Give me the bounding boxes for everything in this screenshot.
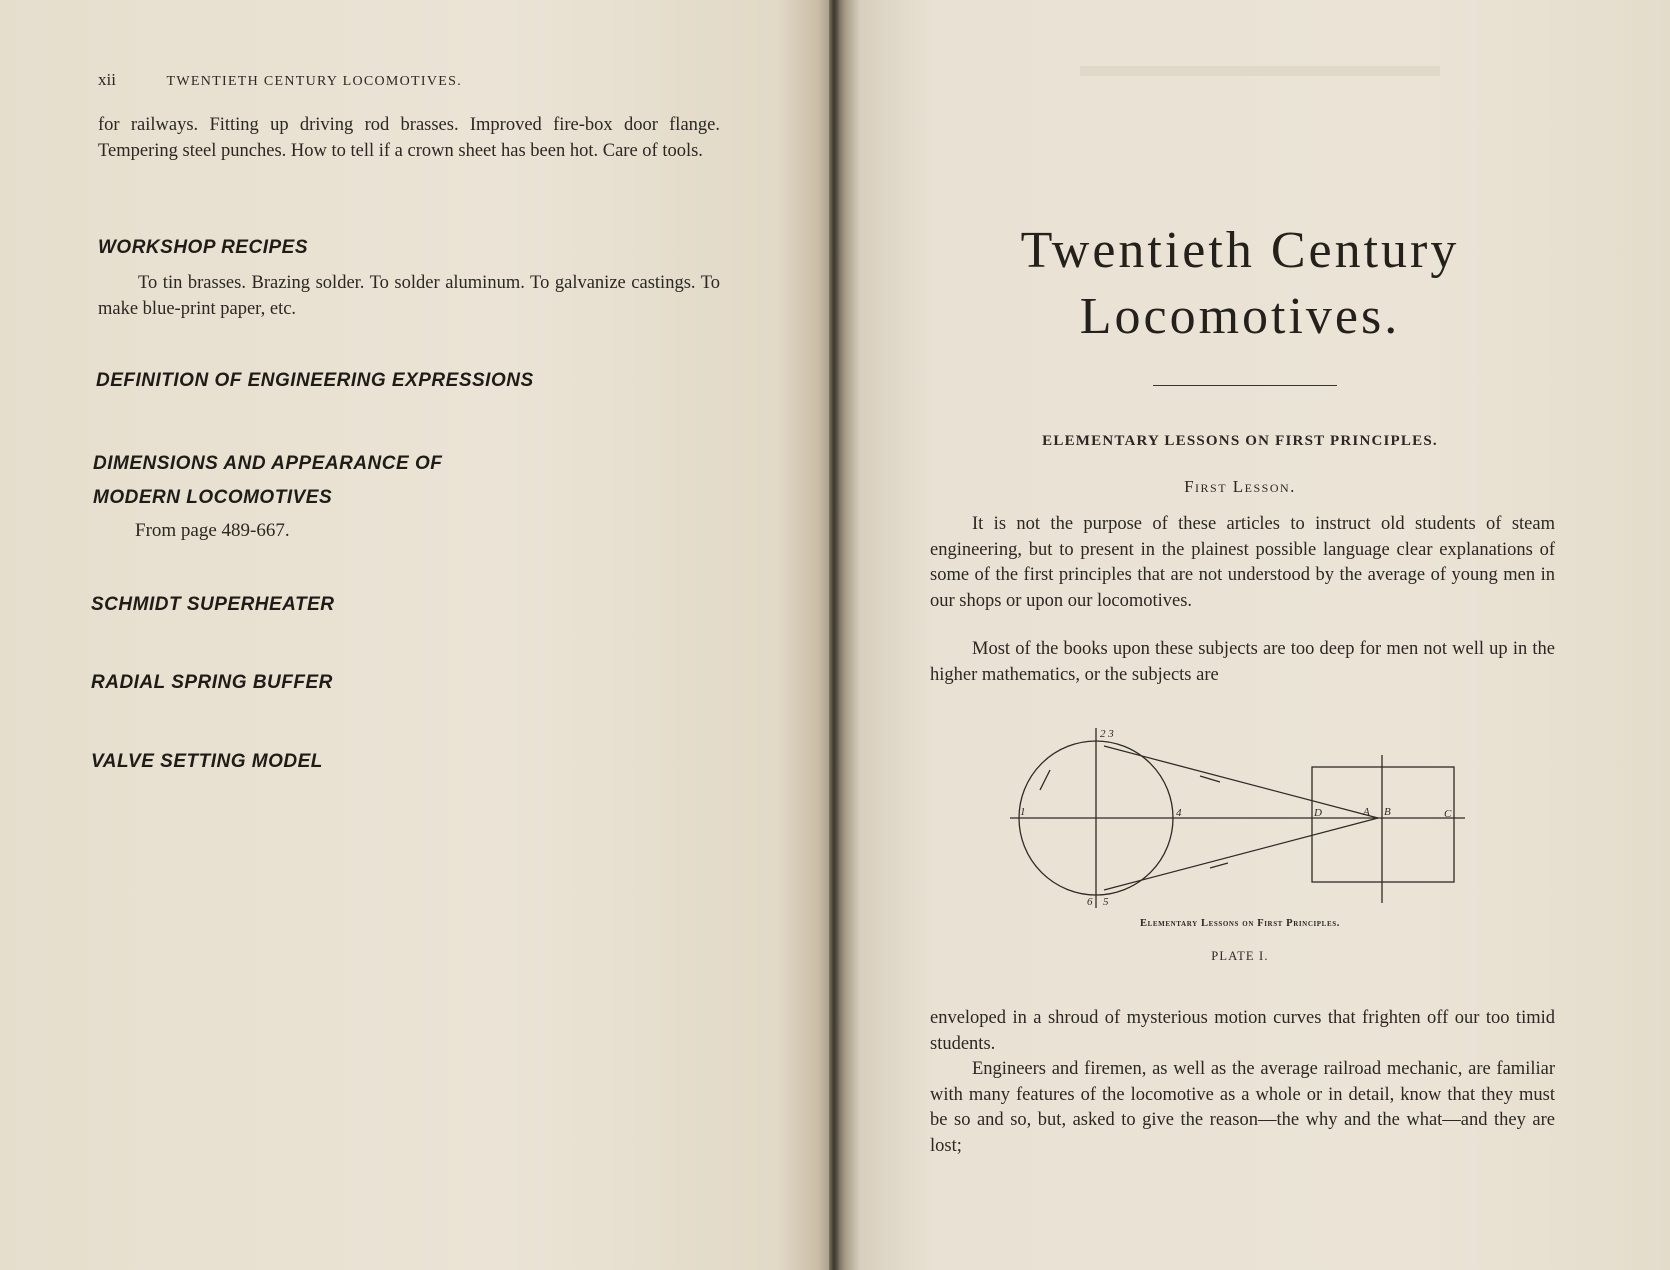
heading-radial-spring-buffer: RADIAL SPRING BUFFER [91,672,333,693]
paragraph-1: It is not the purpose of these articles to instruct old students of steam engineering, but to present in the plainest possible language clear explanations of some of the first principles that are not understood by the average of young men in our shops or upon our locomotives. [930,514,1555,611]
label-5: 5 [1103,896,1109,908]
lesson-heading: First Lesson. [1184,477,1296,496]
heading-definition: DEFINITION OF ENGINEERING EXPRESSIONS [96,370,534,391]
subtitle: ELEMENTARY LESSONS ON FIRST PRINCIPLES. [1042,433,1438,449]
label-6: 6 [1087,896,1093,908]
motion-arrow-lower [1210,863,1228,868]
heading-schmidt-superheater: SCHMIDT SUPERHEATER [91,594,335,615]
crosshead-box [1312,767,1454,882]
label-1: 1 [1020,806,1026,818]
label-c: C [1444,808,1452,820]
paragraph-2: Most of the books upon these subjects are too deep for men not well up in the higher mathematics, or the subjects are [930,639,1555,685]
heading-valve-setting-model: VALVE SETTING MODEL [91,751,323,772]
heading-workshop-recipes: WORKSHOP RECIPES [98,237,308,258]
page-number: xii [98,70,116,89]
motion-arrow-upper [1200,776,1220,782]
running-head [98,70,698,90]
label-b: B [1384,806,1391,818]
running-head-title: TWENTIETH CENTURY LOCOMOTIVES. [166,74,463,89]
rotation-arrow [1040,770,1050,790]
title-rule [1153,385,1337,386]
paragraph-4: Engineers and firemen, as well as the average railroad mechanic, are familiar with many features of the locomotive as a whole or in detail, know that they must be so and so, but, asked to give the reason—the why and the what—and they are lost; [930,1059,1555,1156]
plate-diagram [1010,725,1470,915]
bleed-through-shade [1080,66,1440,76]
title-line1: Twentieth Century [1020,222,1460,279]
title-line2: Locomotives. [1079,288,1401,345]
label-d: D [1314,807,1322,819]
intro-paragraph: for railways. Fitting up driving rod brasses. Improved fire-box door flange. Tempering steel punches. How to tell if a crown sheet has been hot. Care of tools. [98,115,720,161]
connecting-rod-lower [1104,818,1378,890]
paragraph-3: enveloped in a shroud of mysterious motion curves that frighten off our too timid students. [930,1008,1555,1054]
workshop-recipes-body: To tin brasses. Brazing solder. To solder aluminum. To galvanize castings. To make blue-print paper, etc. [98,273,720,319]
heading-dimensions-line2: MODERN LOCOMOTIVES [93,487,333,508]
connecting-rod-upper [1104,746,1378,818]
figure-caption: Elementary Lessons on First Principles. [1140,918,1340,929]
label-2-3: 2 3 [1100,728,1114,740]
chapter-title [960,218,1520,350]
plate-number: PLATE I. [1211,949,1269,963]
book-gutter [829,0,839,1270]
label-a: A [1363,806,1370,818]
heading-dimensions-line1: DIMENSIONS AND APPEARANCE OF [93,453,443,474]
label-4: 4 [1176,807,1182,819]
dimensions-body: From page 489-667. [135,520,290,541]
